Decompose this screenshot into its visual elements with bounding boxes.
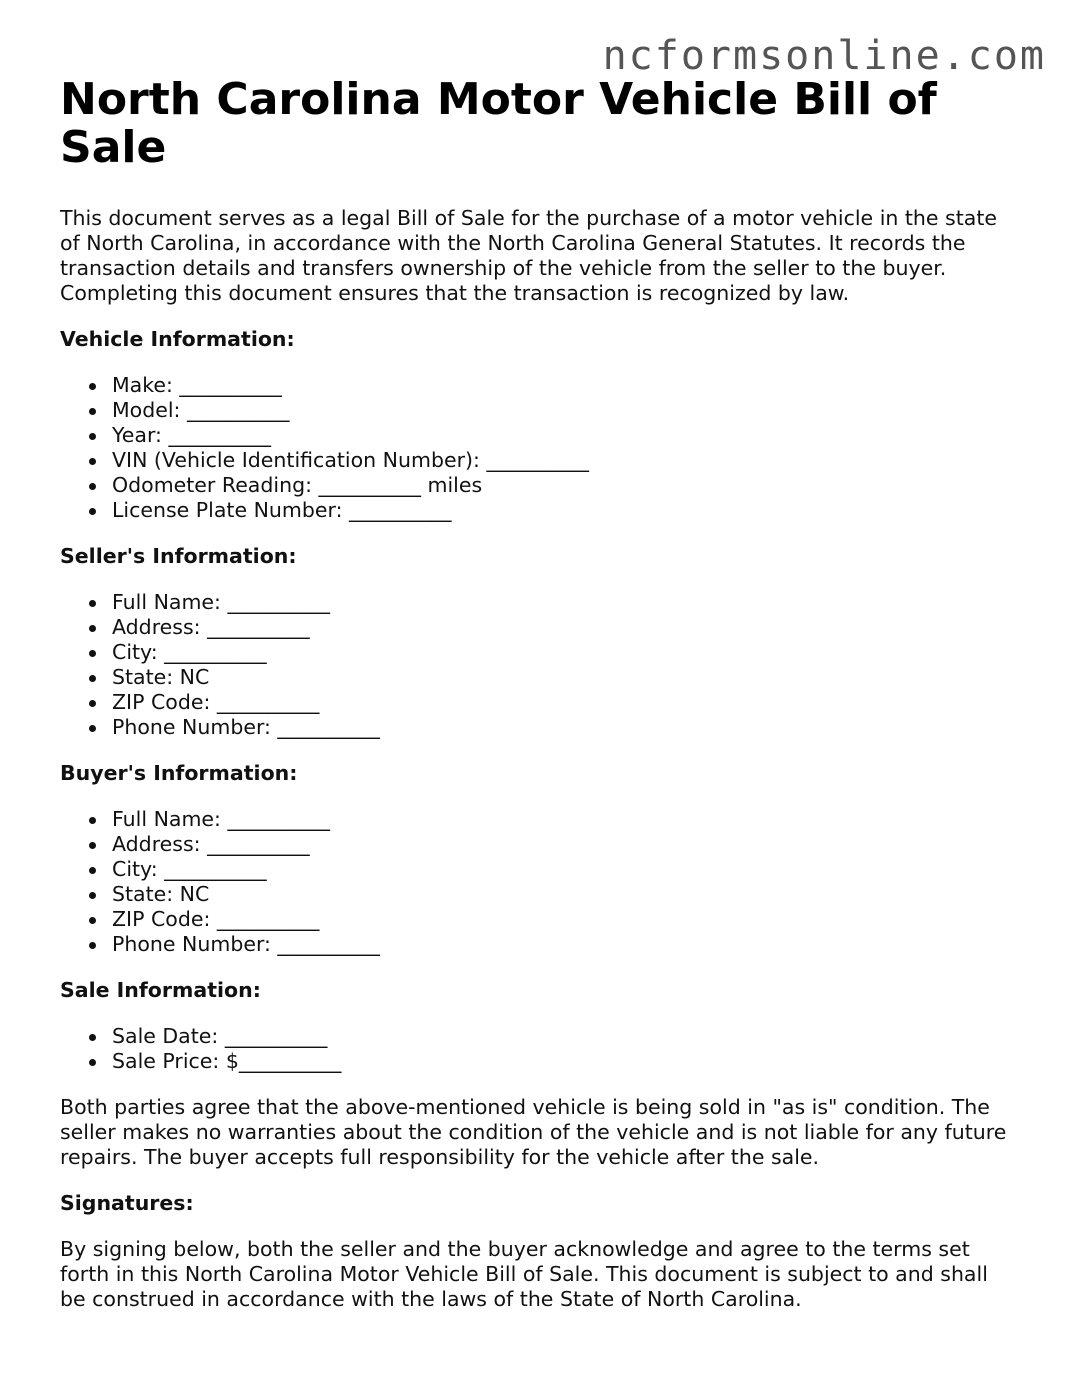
list-item: Odometer Reading: __________ miles <box>112 473 1020 498</box>
list-item: State: NC <box>112 882 1020 907</box>
list-item: ZIP Code: __________ <box>112 690 1020 715</box>
buyer-info-list <box>60 807 1020 957</box>
list-item: Address: __________ <box>112 832 1020 857</box>
list-item: Year: __________ <box>112 423 1020 448</box>
list-item: City: __________ <box>112 640 1020 665</box>
list-item: Sale Date: __________ <box>112 1024 1020 1049</box>
as-is-paragraph: Both parties agree that the above-mentioned vehicle is being sold in "as is" condition. The seller makes no warranties about the condition of the vehicle and is not liable for any future repairs. The buyer accepts full responsibility for the vehicle after the sale. <box>60 1095 1007 1169</box>
buyer-section-heading: Buyer's Information: <box>60 761 298 785</box>
list-item: License Plate Number: __________ <box>112 498 1020 523</box>
signatures-section-heading: Signatures: <box>60 1191 194 1215</box>
sale-info-list <box>60 1024 1020 1074</box>
list-item: Address: __________ <box>112 615 1020 640</box>
list-item: State: NC <box>112 665 1020 690</box>
list-item: Model: __________ <box>112 398 1020 423</box>
list-item: Full Name: __________ <box>112 807 1020 832</box>
seller-section-heading: Seller's Information: <box>60 544 297 568</box>
list-item: Full Name: __________ <box>112 590 1020 615</box>
list-item: City: __________ <box>112 857 1020 882</box>
vehicle-info-list <box>60 373 1020 523</box>
signatures-paragraph: By signing below, both the seller and the buyer acknowledge and agree to the terms set forth in this North Carolina Motor Vehicle Bill of Sale. This document is subject to and shall be construed in accordance with the laws of the State of North Carolina. <box>60 1237 988 1311</box>
document-body <box>60 76 1020 1312</box>
list-item: Phone Number: __________ <box>112 715 1020 740</box>
list-item: Phone Number: __________ <box>112 932 1020 957</box>
vehicle-section-heading: Vehicle Information: <box>60 327 295 351</box>
intro-paragraph: This document serves as a legal Bill of Sale for the purchase of a motor vehicle in the state of North Carolina, in accordance with the North Carolina General Statutes. It records the transaction details and transfers ownership of the vehicle from the seller to the buyer. Completing this document ensures that the transaction is recognized by law. <box>60 206 997 305</box>
page-title: North Carolina Motor Vehicle Bill of Sale <box>60 74 937 173</box>
list-item: VIN (Vehicle Identification Number): __________ <box>112 448 1020 473</box>
list-item: Make: __________ <box>112 373 1020 398</box>
sale-section-heading: Sale Information: <box>60 978 261 1002</box>
list-item: ZIP Code: __________ <box>112 907 1020 932</box>
site-watermark: ncformsonline.com <box>602 33 1046 79</box>
seller-info-list <box>60 590 1020 740</box>
list-item: Sale Price: $__________ <box>112 1049 1020 1074</box>
